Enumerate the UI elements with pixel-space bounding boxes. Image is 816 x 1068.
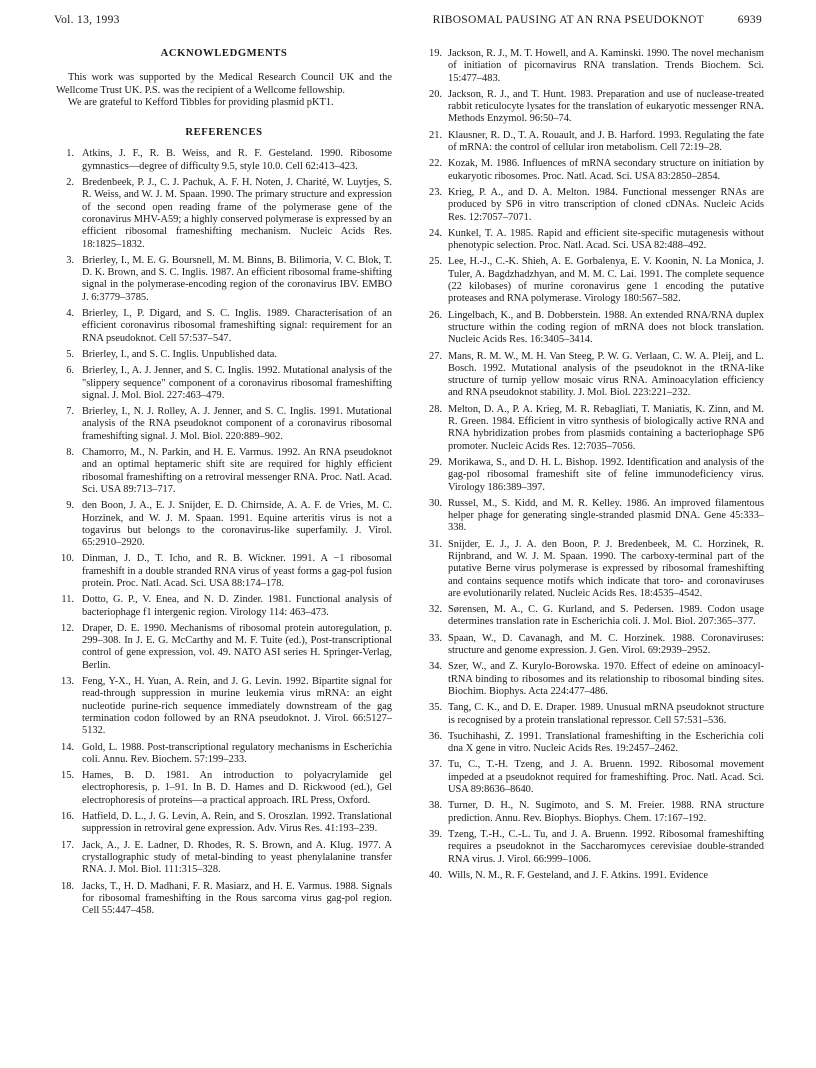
reference-number: 21. [429, 129, 442, 141]
reference-text: Wills, N. M., R. F. Gesteland, and J. F. Atkins. 1991. Evidence [448, 869, 708, 881]
reference-number: 37. [429, 759, 442, 771]
reference-number: 28. [429, 403, 442, 415]
reference-text: Feng, Y-X., H. Yuan, A. Rein, and J. G. Levin. 1992. Bipartite signal for read-through suppression in murine leukemia virus mRNA: an eight nucleotide purine-rich sequence immediately downstream of the gag termination codon followed by an RNA pseudoknot. J. Virol. 66:5127–5132. [82, 676, 392, 737]
reference-text: Kunkel, T. A. 1985. Rapid and efficient site-specific mutagenesis without phenotypic selection. Proc. Natl. Acad. Sci. USA 82:488–492. [448, 227, 764, 252]
reference-item [56, 500, 392, 549]
reference-text: Tu, C., T.-H. Tzeng, and J. A. Bruenn. 1992. Ribosomal movement impeded at a pseudoknot required for frameshifting. Proc. Natl. Acad. Sci. USA 89:8636–8640. [448, 759, 764, 796]
reference-number: 1. [66, 148, 74, 160]
reference-number: 36. [429, 730, 442, 742]
page-number: 6939 [737, 14, 762, 26]
reference-text: Jackson, R. J., M. T. Howell, and A. Kaminski. 1990. The novel mechanism of initiation of picornavirus RNA translation. Trends Biochem. Sci. 15:477–483. [448, 48, 764, 84]
reference-text: Brierley, I., and S. C. Inglis. Unpublished data. [82, 348, 277, 360]
reference-item [56, 255, 392, 304]
reference-item [424, 731, 764, 756]
reference-item [424, 187, 764, 224]
reference-item [424, 48, 764, 85]
reference-text: Dinman, J. D., T. Icho, and R. B. Wickner. 1991. A −1 ribosomal frameshift in a double stranded RNA virus of yeast forms a gag-pol fusion protein. Proc. Natl. Acad. Sci. USA 88:174–178. [82, 553, 392, 589]
reference-item [56, 553, 392, 590]
acknowledgments-paragraph: This work was supported by the Medical Research Council UK and the Wellcome Trust UK. P.S. was the recipient of a Wellcome fellowship. [56, 72, 392, 96]
reference-item [424, 870, 764, 882]
reference-item [424, 89, 764, 126]
reference-item [424, 829, 764, 866]
reference-text: Sørensen, M. A., C. G. Kurland, and S. Pedersen. 1989. Codon usage determines translation rate in Escherichia coli. J. Mol. Biol. 207:365–377. [448, 604, 764, 628]
reference-text: Tzeng, T.-H., C.-L. Tu, and J. A. Bruenn. 1992. Ribosomal frameshifting requires a pseudoknot in the Saccharomyces cerevisiae double-stranded RNA virus. J. Virol. 66:999–1006. [448, 828, 764, 865]
reference-text: Snijder, E. J., J. A. den Boon, P. J. Bredenbeek, M. C. Horzinek, R. Rijnbrand, and W. J. M. Spaan. 1990. The carboxy-terminal part of the putative Berne virus polymerase is expressed by ribosomal frameshifting and contains sequence motifs which indicate that toro- and coronaviruses are evolutionarily related. Nucleic Acids Res. 18:4535–4542. [448, 538, 764, 599]
reference-number: 24. [429, 227, 442, 239]
reference-text: Russel, M., S. Kidd, and M. R. Kelley. 1986. An improved filamentous helper phage for generating single-stranded plasmid DNA. Gene 45:333–338. [448, 497, 764, 534]
reference-item [424, 404, 764, 453]
reference-item [56, 308, 392, 345]
reference-number: 18. [61, 880, 74, 892]
reference-text: Brierley, I., P. Digard, and S. C. Inglis. 1989. Characterisation of an efficient coronavirus ribosomal frameshifting signal: requirement for an RNA pseudoknot. Cell 57:537–547. [82, 308, 392, 344]
left-column [56, 48, 392, 921]
reference-number: 19. [429, 48, 442, 59]
reference-item [56, 811, 392, 836]
reference-item [424, 130, 764, 155]
reference-text: Atkins, J. F., R. B. Weiss, and R. F. Gesteland. 1990. Ribosome gymnastics—degree of difficulty 9.5, style 10.0. Cell 62:413–423. [82, 148, 392, 172]
reference-number: 14. [61, 741, 74, 753]
reference-text: Morikawa, S., and D. H. L. Bishop. 1992. Identification and analysis of the gag-pol ribosomal frameshift site of feline immunodeficiency virus. Virology 186:389–397. [448, 456, 764, 493]
reference-text: Gold, L. 1988. Post-transcriptional regulatory mechanisms in Escherichia coli. Annu. Rev. Biochem. 57:199–233. [82, 741, 392, 765]
reference-number: 3. [66, 254, 74, 266]
reference-item [56, 623, 392, 672]
reference-number: 33. [429, 632, 442, 644]
reference-number: 27. [429, 350, 442, 362]
reference-text: Tsuchihashi, Z. 1991. Translational frameshifting in the Escherichia coli dna X gene in vitro. Nucleic Acids Res. 19:2457–2462. [448, 730, 764, 755]
reference-text: Lingelbach, K., and B. Dobberstein. 1988. An extended RNA/RNA duplex structure within the coding region of mRNA does not block translation. Nucleic Acids Res. 16:3405–3414. [448, 309, 764, 346]
reference-item [56, 148, 392, 173]
reference-number: 8. [66, 447, 74, 459]
reference-text: Spaan, W., D. Cavanagh, and M. C. Horzinek. 1988. Coronaviruses: structure and genome expression. J. Gen. Virol. 69:2939–2952. [448, 632, 764, 657]
reference-item [56, 676, 392, 737]
reference-list-left [56, 148, 392, 917]
reference-item [424, 158, 764, 183]
running-title: RIBOSOMAL PAUSING AT AN RNA PSEUDOKNOT [432, 14, 704, 26]
reference-number: 35. [429, 702, 442, 714]
references-heading: REFERENCES [185, 127, 263, 139]
reference-text: Kozak, M. 1986. Influences of mRNA secondary structure on initiation by eukaryotic ribosomes. Proc. Natl. Acad. Sci. USA 83:2850–2854. [448, 158, 764, 182]
reference-text: Jacks, T., H. D. Madhani, F. R. Masiarz, and H. E. Varmus. 1988. Signals for ribosomal frameshifting in the Rous sarcoma virus gag-pol region. Cell 55:447–458. [82, 880, 392, 917]
reference-number: 22. [429, 158, 442, 170]
reference-item [424, 759, 764, 796]
reference-number: 20. [429, 88, 442, 100]
reference-number: 9. [66, 500, 74, 512]
reference-text: Draper, D. E. 1990. Mechanisms of ribosomal protein autoregulation, p. 299–308. In J. E. G. McCarthy and M. F. Tuite (ed.), Post-transcriptional control of gene expression, vol. 49. NATO ASI series H. Springer-Verlag, Berlin. [82, 622, 392, 671]
reference-number: 23. [429, 186, 442, 198]
reference-text: Brierley, I., A. J. Jenner, and S. C. Inglis. 1992. Mutational analysis of the "slippery sequence" component of a coronavirus ribosomal frameshifting signal. J. Mol. Biol. 227:463–479. [82, 365, 392, 401]
reference-item [56, 742, 392, 767]
reference-number: 13. [61, 676, 74, 688]
reference-item [424, 661, 764, 698]
acknowledgments-body [56, 72, 392, 109]
reference-text: Klausner, R. D., T. A. Rouault, and J. B. Harford. 1993. Regulating the fate of mRNA: the control of cellular iron metabolism. Cell 72:19–28. [448, 129, 764, 154]
reference-text: Bredenbeek, P. J., C. J. Pachuk, A. F. H. Noten, J. Charité, W. Luytjes, S. R. Weiss, and W. J. M. Spaan. 1990. The primary structure and expression of the second open reading frame of the polymerase gene of the coronavirus MHV-A59; a highly conserved polymerase is expressed by an efficient ribosomal frameshifting mechanism. Nucleic Acids Res. 18:1825–1832. [82, 177, 392, 250]
reference-text: Turner, D. H., N. Sugimoto, and S. M. Freier. 1988. RNA structure prediction. Annu. Rev. Biophys. Biophys. Chem. 17:167–192. [448, 800, 764, 824]
reference-number: 10. [61, 553, 74, 565]
reference-number: 39. [429, 828, 442, 840]
reference-number: 34. [429, 661, 442, 673]
reference-number: 17. [61, 839, 74, 851]
reference-number: 7. [66, 406, 74, 418]
reference-item [424, 310, 764, 347]
reference-text: Hames, B. D. 1981. An introduction to polyacrylamide gel electrophoresis, p. 1–91. In B. D. Hames and D. Rickwood (ed.), Gel electrophoresis of proteins—a practical approach. IRL Press, Oxford. [82, 770, 392, 806]
reference-number: 30. [429, 497, 442, 509]
reference-number: 2. [66, 177, 74, 189]
reference-item [56, 365, 392, 402]
reference-text: Szer, W., and Z. Kurylo-Borowska. 1970. Effect of edeine on aminoacyl-tRNA binding to ribosomes and its relationship to ribosomal binding sites. Biochim. Biophys. Acta 224:477–486. [448, 661, 764, 697]
reference-number: 26. [429, 309, 442, 321]
reference-item [56, 447, 392, 496]
reference-item [56, 594, 392, 619]
reference-number: 25. [429, 256, 442, 268]
reference-item [424, 702, 764, 727]
right-column [424, 48, 764, 886]
reference-item [56, 840, 392, 877]
reference-text: Mans, R. M. W., M. H. Van Steeg, P. W. G. Verlaan, C. W. A. Pleij, and L. Bosch. 1992. Mutational analysis of the pseudoknot in the tRNA-like structure of turnip yellow mosaic virus RNA. Aminoacylation efficiency and RNA pseudoknot stability. J. Mol. Biol. 223:221–232. [448, 350, 764, 399]
reference-text: Jackson, R. J., and T. Hunt. 1983. Preparation and use of nuclease-treated rabbit reticulocyte lysates for the translation of eukaryotic messenger RNA. Methods Enzymol. 96:50–74. [448, 88, 764, 125]
reference-number: 16. [61, 811, 74, 823]
reference-item [56, 881, 392, 918]
reference-text: Tang, C. K., and D. E. Draper. 1989. Unusual mRNA pseudoknot structure is recognised by a protein translational repressor. Cell 57:531–536. [448, 702, 764, 726]
reference-item [56, 406, 392, 443]
reference-item [424, 633, 764, 658]
reference-item [424, 539, 764, 600]
acknowledgments-paragraph: We are grateful to Kefford Tibbles for providing plasmid pKT1. [68, 96, 334, 108]
running-header [54, 14, 762, 30]
reference-text: Chamorro, M., N. Parkin, and H. E. Varmus. 1992. An RNA pseudoknot and an optimal heptameric shift site are required for highly efficient ribosomal frameshifting on a retroviral messenger RNA. Proc. Natl. Acad. Sci. USA 89:713–717. [82, 447, 392, 495]
reference-item [56, 770, 392, 807]
reference-text: Melton, D. A., P. A. Krieg, M. R. Rebagliati, T. Maniatis, K. Zinn, and M. R. Green. 1984. Efficient in vitro synthesis of biologically active RNA and RNA hybridization probes from plasmids containing a bacteriophage SP6 promoter. Nucleic Acids Res. 12:7035–7056. [448, 403, 764, 452]
reference-text: Lee, H.-J., C.-K. Shieh, A. E. Gorbalenya, E. V. Koonin, N. La Monica, J. Tuler, A. Bagdzhadzhyan, and M. M. C. Lai. 1991. The complete sequence (22 kilobases) of murine coronavirus gene 1 encoding the putative proteases and RNA polymerase. Virology 180:567–582. [448, 256, 764, 305]
reference-item [56, 349, 392, 361]
reference-number: 29. [429, 456, 442, 468]
reference-number: 38. [429, 800, 442, 812]
reference-item [56, 177, 392, 251]
reference-text: Krieg, P. A., and D. A. Melton. 1984. Functional messenger RNAs are produced by SP6 in vitro transcription of cloned cDNAs. Nucleic Acids Res. 12:7057–7071. [448, 186, 764, 223]
reference-number: 4. [66, 308, 74, 320]
reference-text: Brierley, I., N. J. Rolley, A. J. Jenner, and S. C. Inglis. 1991. Mutational analysis of the RNA pseudoknot component of a coronavirus ribosomal frameshifting signal. J. Mol. Biol. 220:889–902. [82, 406, 392, 442]
acknowledgments-heading: ACKNOWLEDGMENTS [160, 48, 288, 59]
reference-number: 11. [61, 594, 74, 606]
reference-text: Dotto, G. P., V. Enea, and N. D. Zinder. 1981. Functional analysis of bacteriophage f1 intergenic region. Virology 114: 463–473. [82, 594, 392, 618]
reference-item [424, 498, 764, 535]
reference-item [424, 228, 764, 253]
reference-item [424, 457, 764, 494]
reference-number: 6. [66, 365, 74, 377]
reference-number: 32. [429, 604, 442, 616]
reference-text: Brierley, I., M. E. G. Boursnell, M. M. Binns, B. Bilimoria, V. C. Blok, T. D. K. Brown, and S. C. Inglis. 1987. An efficient ribosomal frame-shifting signal in the polymerase-encoding region of the coronavirus IBV. EMBO J. 6:3779–3785. [82, 254, 392, 303]
reference-number: 12. [61, 622, 74, 634]
reference-number: 5. [66, 348, 74, 360]
reference-item [424, 351, 764, 400]
reference-item [424, 256, 764, 305]
reference-item [424, 800, 764, 825]
reference-text: Hatfield, D. L., J. G. Levin, A. Rein, and S. Oroszlan. 1992. Translational suppression in retroviral gene expression. Adv. Virus Res. 41:193–239. [82, 811, 392, 835]
journal-volume: Vol. 13, 1993 [54, 14, 120, 26]
reference-text: den Boon, J. A., E. J. Snijder, E. D. Chirnside, A. A. F. de Vries, M. C. Horzinek, and W. J. M. Spaan. 1991. Equine arteritis virus is not a togavirus but belongs to the coronavirus-like superfamily. J. Virol. 65:2910–2920. [82, 500, 392, 549]
reference-text: Jack, A., J. E. Ladner, D. Rhodes, R. S. Brown, and A. Klug. 1977. A crystallographic study of metal-binding to yeast phenylalanine transfer RNA. J. Mol. Biol. 111:315–328. [82, 839, 392, 876]
reference-number: 15. [61, 770, 74, 782]
reference-number: 31. [429, 538, 442, 550]
reference-list-right [424, 48, 764, 882]
reference-number: 40. [429, 869, 442, 881]
reference-item [424, 604, 764, 629]
